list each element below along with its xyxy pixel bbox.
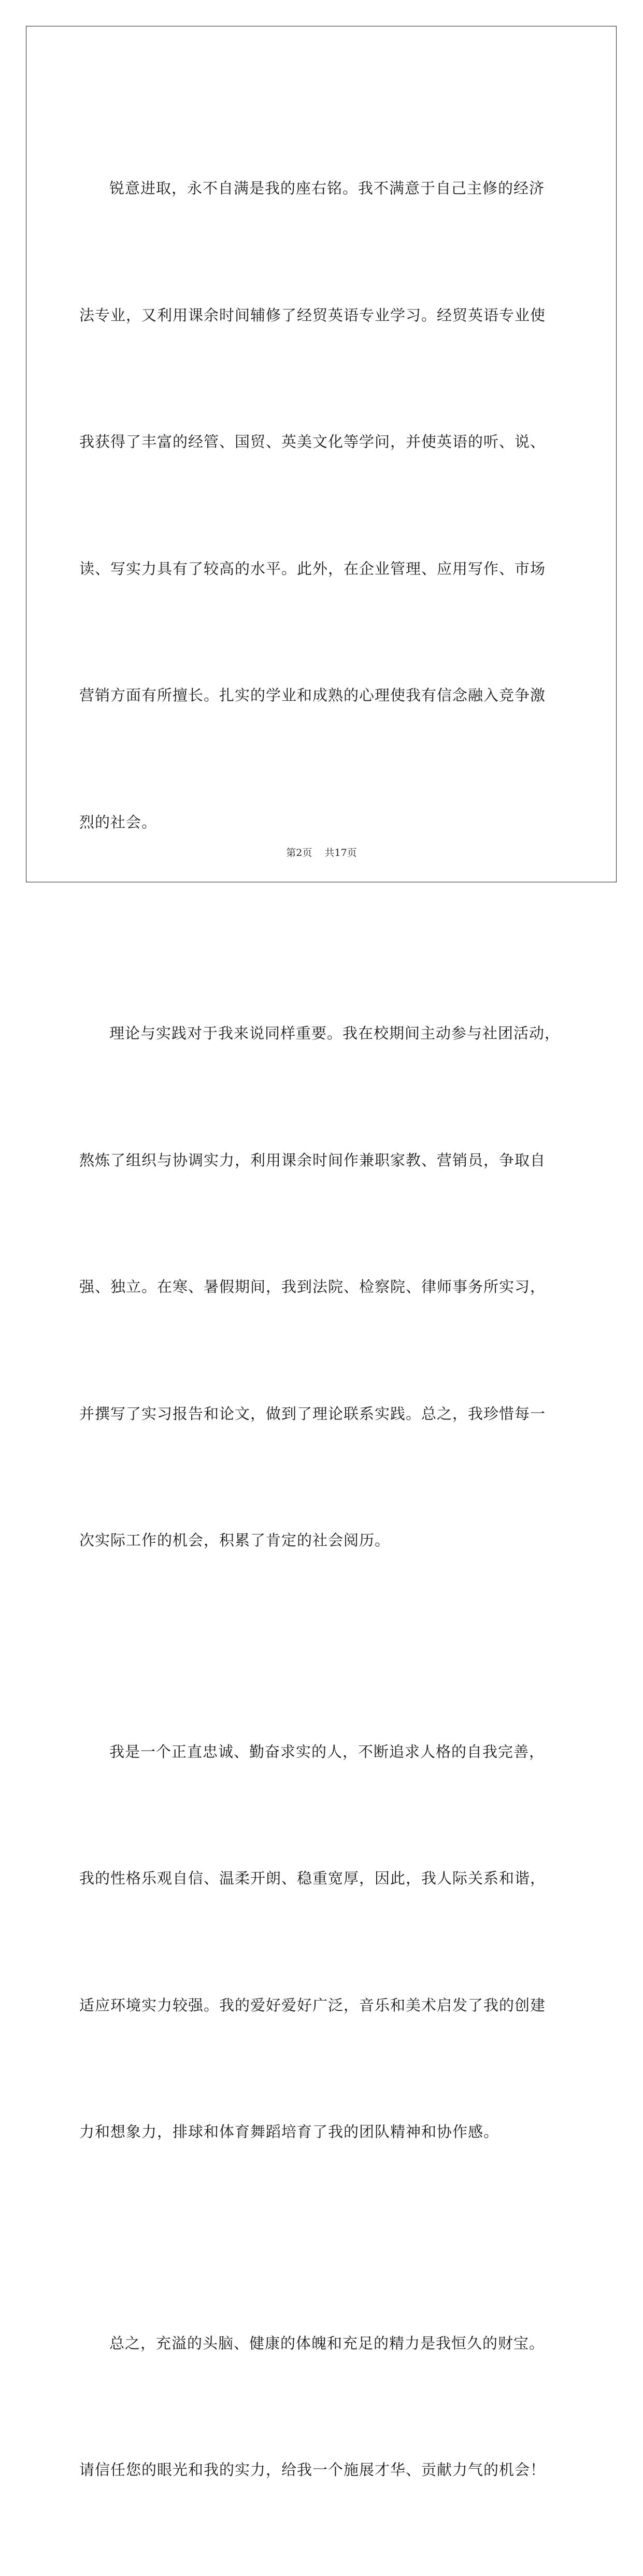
- paragraph-2: [79, 928, 566, 1646]
- text-line: 理论与实践对于我来说同样重要。我在校期间主动参与社团活动，: [109, 1024, 561, 1042]
- text-line: 力和想象力，排球和体育舞蹈培育了我的团队精神和协作感。: [79, 2123, 499, 2141]
- text-line: 总之，充溢的头脑、健康的体魄和充足的精力是我恒久的财宝。: [109, 2334, 545, 2352]
- text-line: 烈的社会。: [79, 813, 158, 831]
- text-line: 熬炼了组织与协调实力，利用课余时间作兼职家教、营销员，争取自: [79, 1151, 546, 1169]
- page-number: 第2页: [286, 847, 312, 858]
- text-line: 并撰写了实习报告和论文，做到了理论联系实践。总之，我珍惜每一: [79, 1404, 546, 1423]
- paragraph-4: [79, 2238, 566, 2576]
- text-line: 我的性格乐观自信、温柔开朗、稳重宽厚，因此，我人际关系和谐，: [79, 1869, 546, 1887]
- paragraph-3: [79, 1646, 566, 2238]
- page-footer: [0, 845, 643, 859]
- text-line: 次实际工作的机会，积累了肯定的社会阅历。: [79, 1531, 391, 1549]
- text-line: 读、写实力具有了较高的水平。此外，在企业管理、应用写作、市场: [79, 559, 546, 578]
- text-line: 我是一个正直忠诚、勤奋求实的人，不断追求人格的自我完善，: [109, 1742, 545, 1761]
- document-body: [79, 83, 566, 2576]
- text-line: 我获得了丰富的经管、国贸、英美文化等学问，并使英语的听、说、: [79, 433, 546, 451]
- text-line: 强、独立。在寒、暑假期间，我到法院、检察院、律师事务所实习，: [79, 1278, 546, 1296]
- text-line: 请信任您的眼光和我的实力，给我一个施展才华、贡献力气的机会！: [79, 2461, 546, 2479]
- text-line: 营销方面有所擅长。扎实的学业和成熟的心理使我有信念融入竞争激: [79, 686, 546, 704]
- text-line: 法专业，又利用课余时间辅修了经贸英语专业学习。经贸英语专业使: [79, 306, 546, 324]
- page-total: 共17页: [324, 847, 357, 858]
- text-line: 锐意进取，永不自满是我的座右铭。我不满意于自己主修的经济: [109, 179, 545, 197]
- paragraph-1: [79, 83, 566, 928]
- text-line: 适应环境实力较强。我的爱好爱好广泛，音乐和美术启发了我的创建: [79, 1996, 546, 2014]
